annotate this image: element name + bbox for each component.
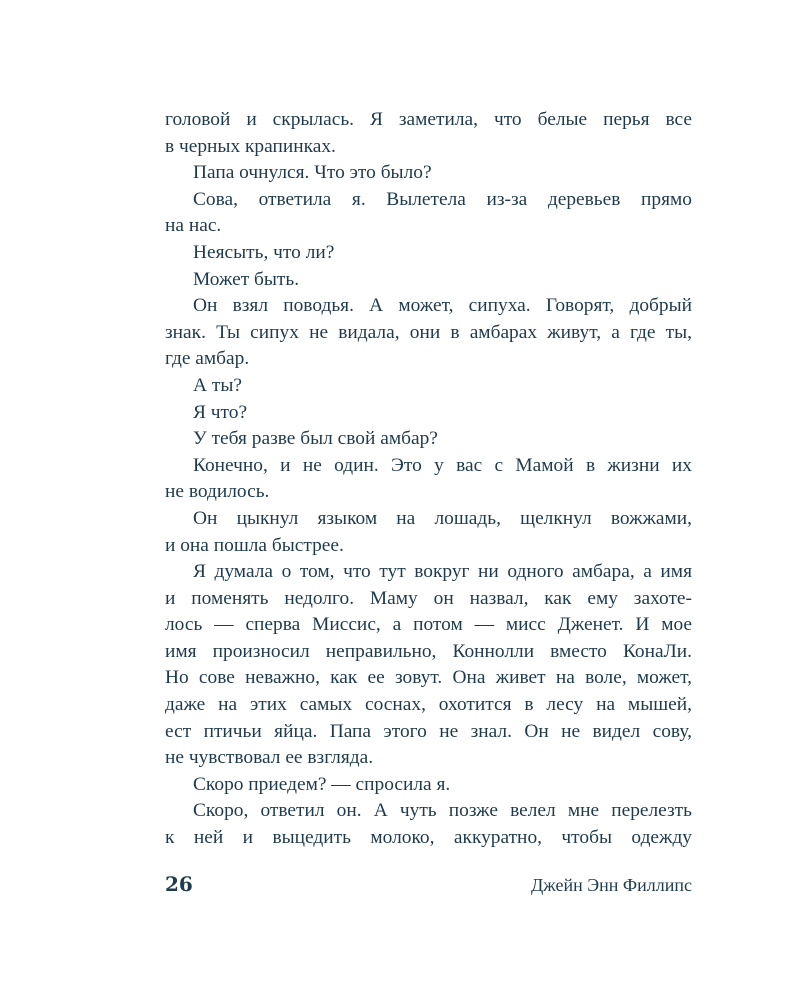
text-line: А ты? bbox=[193, 374, 242, 396]
text-line: где амбар. bbox=[165, 348, 250, 370]
text-line: У тебя разве был свой амбар? bbox=[193, 428, 438, 450]
text-line: не водилось. bbox=[165, 481, 270, 503]
text-line: в черных крапинках. bbox=[165, 135, 336, 157]
text-line: знак. Ты сипух не видала, они в амбарах живут, а где ты, bbox=[165, 321, 692, 343]
page-number: 26 bbox=[165, 872, 193, 896]
text-line: Может быть. bbox=[193, 268, 300, 290]
text-line: Конечно, и не один. Это у вас с Мамой в жизни их bbox=[193, 454, 692, 476]
text-line: Но сове неважно, как ее зовут. Она живет на воле, может, bbox=[165, 667, 692, 689]
text-line: Неясыть, что ли? bbox=[193, 241, 335, 263]
text-line: даже на этих самых соснах, охотится в лесу на мышей, bbox=[165, 694, 692, 716]
text-line: и поменять недолго. Маму он назвал, как ему захоте- bbox=[165, 587, 692, 609]
page-footer bbox=[165, 871, 692, 899]
text-line: лось — сперва Миссис, а потом — мисс Дженет. И мое bbox=[165, 614, 692, 636]
text-line: имя произносил неправильно, Коннолли вместо КонаЛи. bbox=[165, 640, 692, 662]
text-line: Сова, ответила я. Вылетела из-за деревьев прямо bbox=[193, 188, 692, 210]
text-line: Папа очнулся. Что это было? bbox=[193, 162, 432, 184]
text-line: Он взял поводья. А может, сипуха. Говорят, добрый bbox=[193, 295, 692, 317]
running-footer-author: Джейн Энн Филлипс bbox=[531, 875, 692, 895]
text-line: Он цыкнул языком на лошадь, щелкнул вожжами, bbox=[193, 507, 692, 529]
text-line: Я думала о том, что тут вокруг ни одного амбара, а имя bbox=[193, 561, 692, 583]
page-body-text bbox=[165, 107, 692, 852]
text-line: к ней и выцедить молоко, аккуратно, чтобы одежду bbox=[165, 827, 692, 849]
text-line: и она пошла быстрее. bbox=[165, 534, 344, 556]
text-line: Скоро приедем? — спросила я. bbox=[193, 773, 451, 795]
text-line: не чувствовал ее взгляда. bbox=[165, 747, 374, 769]
text-line: Скоро, ответил он. А чуть позже велел мне перелезть bbox=[193, 800, 692, 822]
text-line: на нас. bbox=[165, 215, 222, 237]
text-line: головой и скрылась. Я заметила, что белые перья все bbox=[165, 109, 692, 130]
text-line: Я что? bbox=[193, 401, 248, 423]
text-line: ест птичьи яйца. Папа этого не знал. Он не видел сову, bbox=[165, 720, 692, 742]
